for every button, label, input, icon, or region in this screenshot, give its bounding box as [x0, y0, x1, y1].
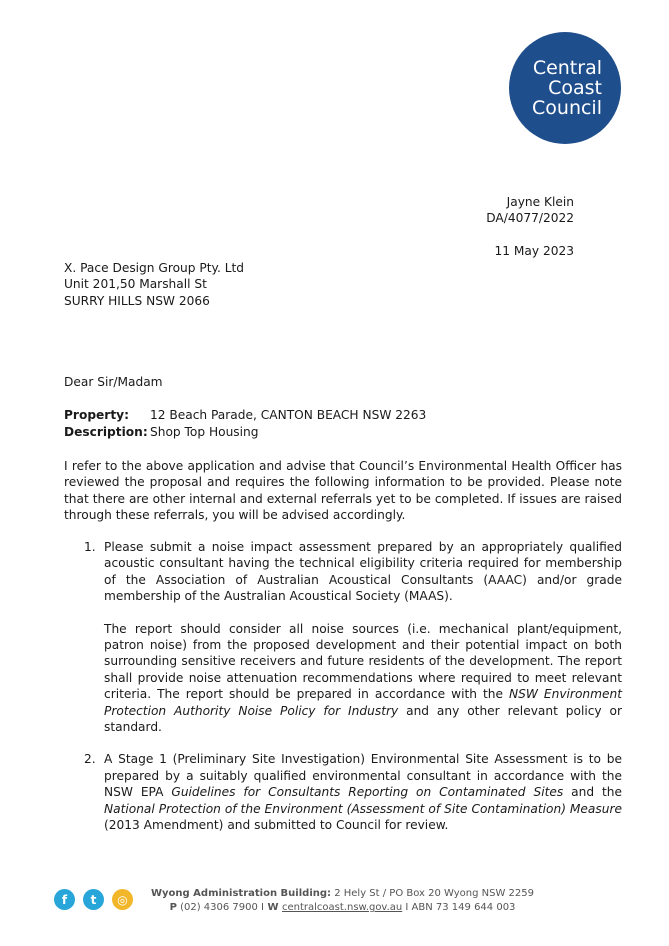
property-row [64, 407, 426, 424]
phone-label: P [169, 902, 177, 913]
recipient-suburb: SURRY HILLS NSW 2066 [64, 293, 210, 308]
twitter-icon[interactable]: t [83, 889, 104, 910]
description-row [64, 424, 426, 441]
abn: I ABN 73 149 644 003 [402, 902, 516, 913]
policy-title: NSW Environment Protection Authority Noise Policy for Industry [104, 687, 622, 718]
facebook-icon[interactable]: f [54, 889, 75, 910]
footer-line-1 [130, 887, 555, 901]
list-item [64, 751, 622, 833]
item-paragraph [104, 751, 622, 833]
requirements-list [64, 539, 622, 850]
building-address: 2 Hely St / PO Box 20 Wyong NSW 2259 [331, 888, 534, 899]
council-logo [509, 32, 621, 144]
item-paragraph [104, 621, 622, 736]
item-text: The report should consider all noise sources (i.e. mechanical plant/equipment, patron noise) from the proposed development and their potential impact on both surrounding sensitive receivers and future residents of the development. The report shall provide noise attenuation recommendations where required to meet relevant criteria. The report should be prepared in accordance with the [104, 621, 622, 702]
measure-title: National Protection of the Environment (Assessment of Site Contamination) Measure [104, 801, 622, 816]
item-text: and any other relevant policy or standard. [104, 703, 623, 735]
item-text: A Stage 1 (Preliminary Site Investigation) Environmental Site Assessment is to be prepared by a suitably qualified environmental consultant in accordance with the NSW EPA [104, 752, 622, 800]
web-label: W [264, 902, 282, 913]
recipient-name: X. Pace Design Group Pty. Ltd [64, 261, 245, 275]
reference-block [486, 194, 574, 227]
recipient-address [64, 260, 244, 309]
item-paragraph: Please submit a noise impact assessment prepared by an appropriately qualified acoustic consultant having the technical eligibility criteria required for membership of the Association of Australian Acoustical Consultants (AAAC) and/or grade membership of the Australian Acoustical Society (MAAS). [104, 540, 622, 604]
description-value: Shop Top Housing [150, 425, 259, 439]
property-label: Property: [64, 408, 129, 422]
intro-paragraph: I refer to the above application and advise that Council’s Environmental Health Officer has reviewed the proposal and requires the following information to be provided. Please note that there are other internal and external referrals yet to be completed. If issues are raised through these referrals, you will be advised accordingly. [64, 459, 622, 523]
guideline-title: Guidelines for Consultants Reporting on Contaminated Sites [171, 785, 564, 800]
phone-number: (02) 4306 7900 [176, 902, 262, 913]
footer-line-2 [130, 901, 555, 915]
item-text: and the [563, 785, 623, 800]
building-label: Wyong Administration Building: [151, 888, 332, 899]
property-value: 12 Beach Parade, CANTON BEACH NSW 2263 [150, 408, 427, 422]
description-label: Description: [64, 425, 148, 439]
letter-date: 11 May 2023 [494, 244, 574, 258]
list-item [64, 539, 622, 735]
website-link[interactable]: centralcoast.nsw.gov.au [282, 902, 403, 913]
item-text: (2013 Amendment) and submitted to Council for review. [104, 818, 449, 833]
instagram-icon[interactable]: ◎ [112, 889, 133, 910]
da-number: DA/4077/2022 [486, 211, 574, 226]
application-details [64, 407, 426, 441]
officer-name: Jayne Klein [506, 195, 574, 209]
logo-line-3: Council [532, 97, 602, 119]
separator: I [261, 902, 264, 913]
logo-line-1: Central [532, 57, 602, 79]
logo-line-2: Coast [548, 77, 602, 99]
salutation: Dear Sir/Madam [64, 375, 163, 389]
item-number: 2. [84, 752, 96, 767]
recipient-street: Unit 201,50 Marshall St [64, 277, 207, 292]
footer [130, 887, 555, 915]
social-icons [54, 889, 133, 910]
item-number: 1. [84, 540, 96, 554]
